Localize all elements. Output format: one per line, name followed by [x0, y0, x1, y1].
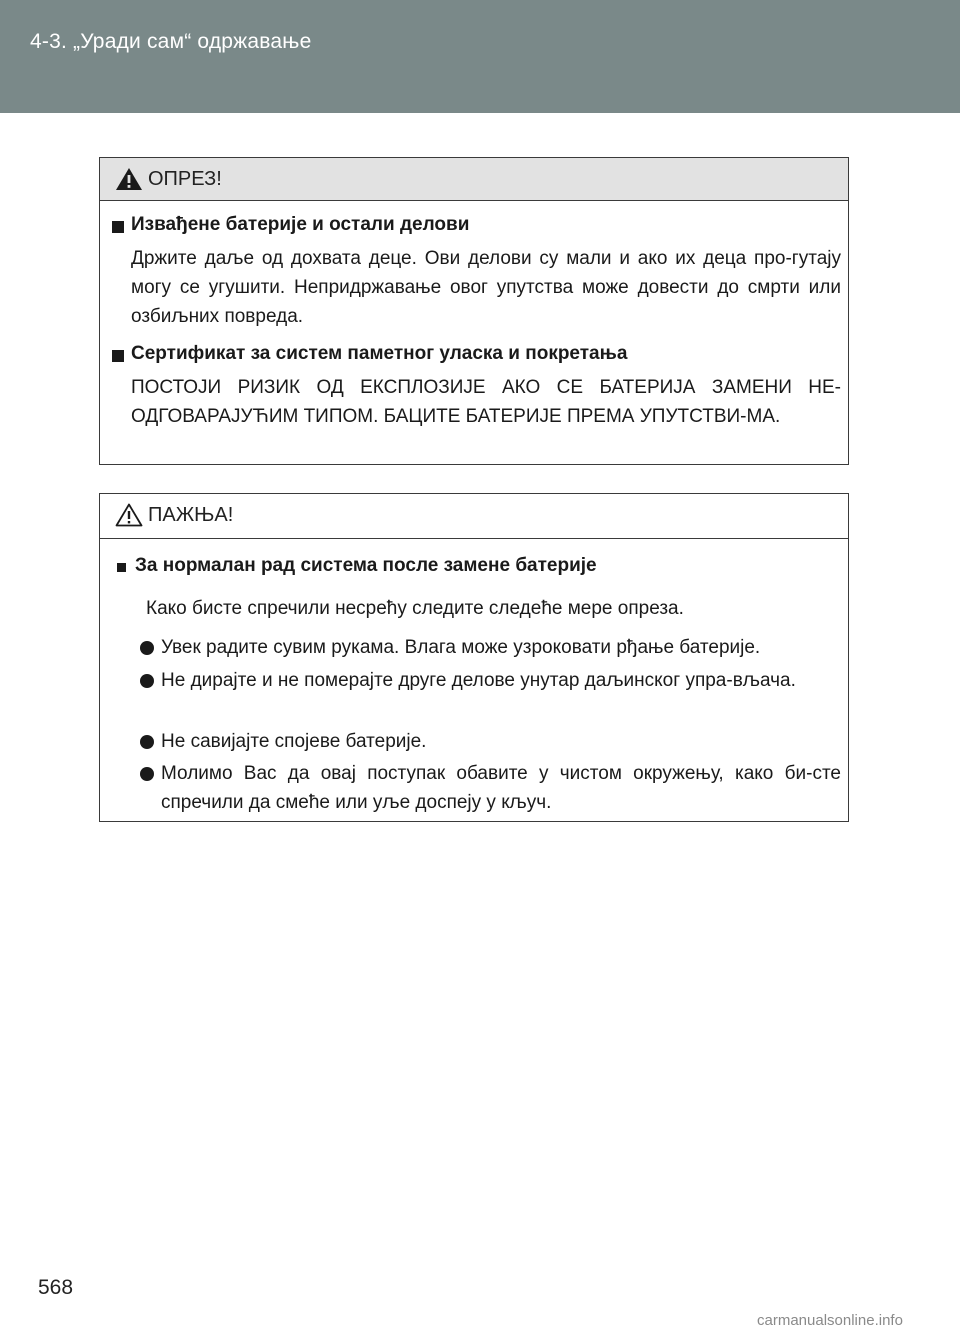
notice-intro: Како бисте спречили несрећу следите следеће мере опреза. [146, 598, 684, 619]
notice-section-title: За нормалан рад система после замене батерије [135, 555, 597, 576]
notice-box [99, 493, 849, 822]
notice-bullet: Не савијајте спојеве батерије. [161, 731, 427, 752]
caution-section-title: Извађене батерије и остали делови [131, 214, 470, 235]
notice-header [100, 494, 848, 539]
caution-header [100, 158, 848, 201]
section-title: 4-3. „Уради сам“ одржавање [30, 30, 312, 53]
notice-bullet: Увек радите сувим рукама. Влага може узроковати рђање батерије. [161, 637, 761, 658]
warning-outline-icon [115, 503, 143, 527]
caution-box [99, 157, 849, 465]
section-bullet-icon [117, 563, 126, 572]
caution-section-text: Држите даље од дохвата деце. Ови делови су мали и ако их деца про-гутају могу се угушити. Непридржавање овог упутства може довести до смрти или озбиљних повреда. [131, 248, 841, 327]
watermark: carmanualsonline.info [757, 1312, 903, 1329]
notice-label: ПАЖЊА! [148, 504, 234, 526]
notice-bullet: Не дирајте и не померајте друге делове унутар даљинског упра-вљача. [161, 670, 796, 691]
caution-section-text: ПОСТОЈИ РИЗИК ОД ЕКСПЛОЗИЈЕ АКО СЕ БАТЕРИЈА ЗАМЕНИ НЕ-ОДГОВАРАЈУЋИМ ТИПОМ. БАЦИТЕ БАТЕРИЈЕ ПРЕМА УПУТСТВИ-МА. [131, 377, 841, 427]
caution-section-title: Сертификат за систем паметног уласка и покретања [131, 343, 628, 364]
bullet-dot-icon [140, 767, 154, 781]
bullet-dot-icon [140, 735, 154, 749]
bullet-dot-icon [140, 674, 154, 688]
caution-label: ОПРЕЗ! [148, 168, 222, 190]
page-header [0, 0, 960, 113]
section-bullet-icon [112, 350, 124, 362]
section-bullet-icon [112, 221, 124, 233]
page-number: 568 [38, 1276, 74, 1299]
notice-bullet: Молимо Вас да овај поступак обавите у чистом окружењу, како би-сте спречили да смеће или уље доспеју у кључ. [161, 763, 841, 813]
warning-icon [115, 167, 143, 191]
bullet-dot-icon [140, 641, 154, 655]
